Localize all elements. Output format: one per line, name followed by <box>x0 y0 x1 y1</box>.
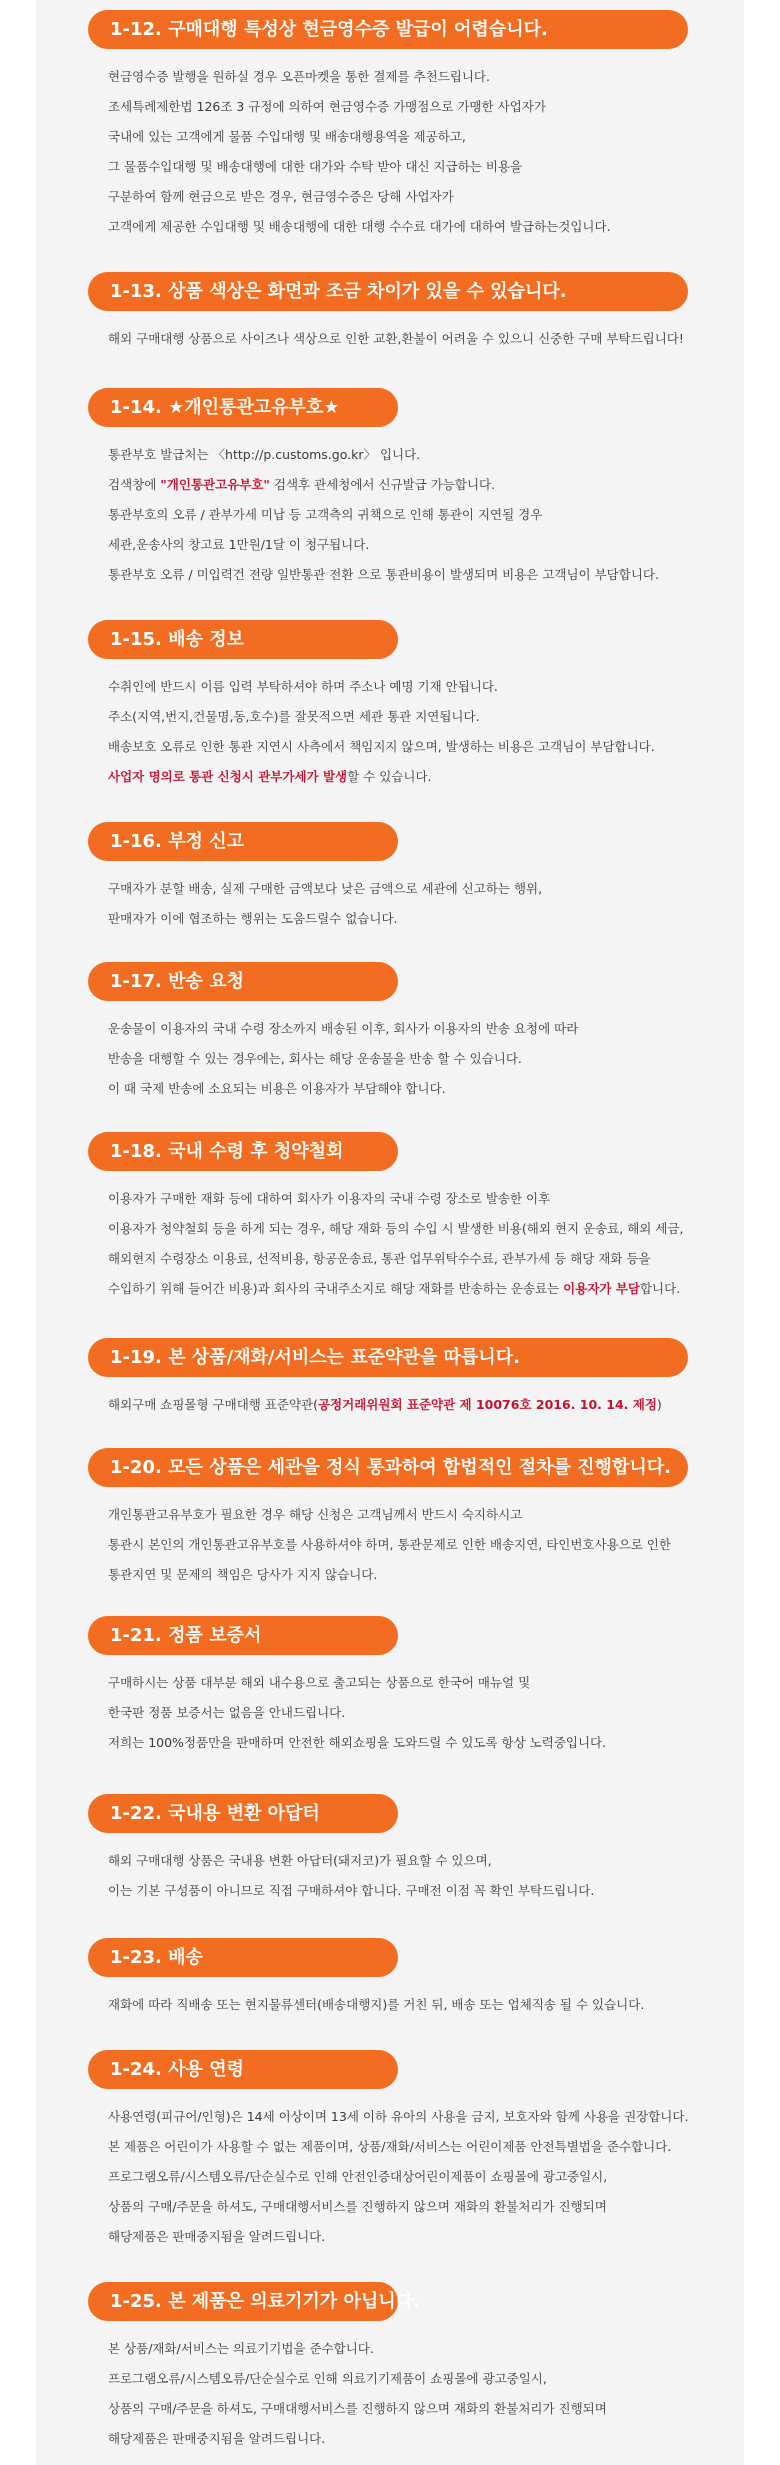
section-body <box>108 324 728 354</box>
section-body <box>108 1390 728 1420</box>
section-body <box>108 1668 728 1758</box>
body-line: 상품의 구매/주문을 하셔도, 구매대행서비스를 진행하지 않으며 재화의 환불처리가 진행되며 <box>108 2199 607 2214</box>
section-title-pill: 1-19. 본 상품/재화/서비스는 표준약관을 따릅니다. <box>88 1338 688 1377</box>
section-body <box>108 874 728 934</box>
body-line: 프로그램오류/시스템오류/단순실수로 인해 안전인증대상어린이제품이 쇼핑몰에 광고중일시, <box>108 2169 608 2184</box>
text-segment: 검색후 관세청에서 신규발급 가능합니다. <box>269 477 496 492</box>
body-line: 해당제품은 판매중지됨을 알려드립니다. <box>108 2229 326 2244</box>
section-title-pill: 1-25. 본 제품은 의료기기가 아닙니다. <box>88 2282 398 2321</box>
body-line: 재화에 따라 직배송 또는 현지물류센터(배송대행지)를 거친 뒤, 배송 또는 업체직송 될 수 있습니다. <box>108 1997 645 2012</box>
body-line: 통관부호의 오류 / 관부가세 미납 등 고객측의 귀책으로 인해 통관이 지연될 경우 <box>108 507 543 522</box>
section-body <box>108 62 728 242</box>
body-line: 저희는 100%정품만을 판매하며 안전한 해외쇼핑을 도와드릴 수 있도록 항상 노력중입니다. <box>108 1735 607 1750</box>
body-line-with-highlight <box>108 1390 728 1420</box>
body-line: 한국판 정품 보증서는 없음을 안내드립니다. <box>108 1705 346 1720</box>
body-line: 통관시 본인의 개인통관고유부호를 사용하셔야 하며, 통관문제로 인한 배송지연, 타인번호사용으로 인한 <box>108 1537 671 1552</box>
body-line: 개인통관고유부호가 필요한 경우 해당 신청은 고객님께서 반드시 숙지하시고 <box>108 1507 523 1522</box>
section-body <box>108 2334 728 2454</box>
body-line-with-highlight <box>108 1274 728 1304</box>
highlight-text: 사업자 명의로 통관 신청시 관부가세가 발생 <box>108 769 348 784</box>
body-line: 주소(지역,번지,건물명,동,호수)를 잘못적으면 세관 통관 지연됩니다. <box>108 709 480 724</box>
section-body <box>108 672 728 792</box>
body-line: 통관부호 오류 / 미입력건 전량 일반통관 전환 으로 통관비용이 발생되며 비용은 고객님이 부담합니다. <box>108 567 659 582</box>
body-line: 프로그램오류/시스템오류/단순실수로 인해 의료기기제품이 쇼핑몰에 광고중일시, <box>108 2371 547 2386</box>
text-segment: 검색창에 <box>108 477 161 492</box>
body-line: 국내에 있는 고객에게 물품 수입대행 및 배송대행용역을 제공하고, <box>108 129 466 144</box>
body-line: 현금영수증 발행을 원하실 경우 오픈마켓을 통한 결제를 추천드립니다. <box>108 69 490 84</box>
body-line: 통관부호 발급처는 〈http://p.customs.go.kr〉 입니다. <box>108 447 421 462</box>
body-line: 그 물품수입대행 및 배송대행에 대한 대가와 수탁 받아 대신 지급하는 비용을 <box>108 159 523 174</box>
body-line: 판매자가 이에 협조하는 행위는 도움드릴수 없습니다. <box>108 911 398 926</box>
body-line: 세관,운송사의 창고료 1만원/1달 이 청구됩니다. <box>108 537 370 552</box>
body-line: 본 제품은 어린이가 사용할 수 없는 제품이며, 상품/재화/서비스는 어린이제품 안전특별법을 준수합니다. <box>108 2139 672 2154</box>
section-title-pill: 1-20. 모든 상품은 세관을 정식 통과하여 합법적인 절차를 진행합니다. <box>88 1448 688 1487</box>
section-title-pill: 1-22. 국내용 변환 아답터 <box>88 1794 398 1833</box>
section-title-pill: 1-17. 반송 요청 <box>88 962 398 1001</box>
section-title-pill: 1-24. 사용 연령 <box>88 2050 398 2089</box>
body-line: 해외 구매대행 상품은 국내용 변환 아답터(돼지코)가 필요할 수 있으며, <box>108 1853 492 1868</box>
body-line: 해당제품은 판매중지됨을 알려드립니다. <box>108 2431 326 2446</box>
highlight-text: "개인통관고유부호" <box>160 477 270 492</box>
body-line: 이는 기본 구성품이 아니므로 직접 구매하셔야 합니다. 구매전 이점 꼭 확인 부탁드립니다. <box>108 1883 595 1898</box>
text-segment: 할 수 있습니다. <box>347 769 432 784</box>
body-line: 구매자가 분할 배송, 실제 구매한 금액보다 낮은 금액으로 세관에 신고하는 행위, <box>108 881 543 896</box>
text-segment: 수입하기 위해 들어간 비용)과 회사의 국내주소지로 해당 재화를 반송하는 운송료는 <box>108 1281 564 1296</box>
body-line: 배송보호 오류로 인한 통관 지연시 사측에서 책임지지 않으며, 발생하는 비용은 고객님이 부담합니다. <box>108 739 655 754</box>
notice-sheet <box>36 0 744 2465</box>
text-segment: 해외구매 쇼핑몰형 구매대행 표준약관( <box>108 1397 318 1412</box>
body-line: 사용연령(피규어/인형)은 14세 이상이며 13세 이하 유아의 사용을 금지, 보호자와 함께 사용을 권장합니다. <box>108 2109 689 2124</box>
body-line-with-highlight <box>108 762 728 792</box>
body-line: 이용자가 청약철회 등을 하게 되는 경우, 해당 재화 등의 수입 시 발생한 비용(해외 현지 운송료, 해외 세금, <box>108 1221 684 1236</box>
section-body <box>108 1500 728 1590</box>
section-title-pill: 1-23. 배송 <box>88 1938 398 1977</box>
text-segment: 합니다. <box>639 1281 681 1296</box>
body-line: 조세특례제한법 126조 3 규정에 의하여 현금영수증 가맹점으로 가맹한 사업자가 <box>108 99 546 114</box>
body-line: 해외 구매대행 상품으로 사이즈나 색상으로 인한 교환,환불이 어려울 수 있으니 신중한 구매 부탁드립니다! <box>108 331 684 346</box>
body-line: 본 상품/재화/서비스는 의료기기법을 준수합니다. <box>108 2341 374 2356</box>
body-line-with-highlight <box>108 470 728 500</box>
body-line: 해외현지 수령장소 이용료, 선적비용, 항공운송료, 통관 업무위탁수수료, 관부가세 등 해당 재화 등을 <box>108 1251 651 1266</box>
section-title-pill: 1-14. ★개인통관고유부호★ <box>88 388 398 427</box>
section-body <box>108 1990 728 2020</box>
body-line: 통관지연 및 문제의 책임은 당사가 지지 않습니다. <box>108 1567 378 1582</box>
section-title-pill: 1-16. 부정 신고 <box>88 822 398 861</box>
section-title-pill: 1-15. 배송 정보 <box>88 620 398 659</box>
section-body <box>108 1184 728 1304</box>
section-body <box>108 1014 728 1104</box>
body-line: 운송물이 이용자의 국내 수령 장소까지 배송된 이후, 회사가 이용자의 반송 요청에 따라 <box>108 1021 579 1036</box>
body-line: 구매하시는 상품 대부분 해외 내수용으로 출고되는 상품으로 한국어 매뉴얼 및 <box>108 1675 531 1690</box>
section-body <box>108 2102 728 2252</box>
section-title-pill: 1-21. 정품 보증서 <box>88 1616 398 1655</box>
section-title-pill: 1-13. 상품 색상은 화면과 조금 차이가 있을 수 있습니다. <box>88 272 688 311</box>
body-line: 고객에게 제공한 수입대행 및 배송대행에 대한 대행 수수료 대가에 대하여 발급하는것입니다. <box>108 219 611 234</box>
body-line: 이 때 국제 반송에 소요되는 비용은 이용자가 부담해야 합니다. <box>108 1081 446 1096</box>
body-line: 수취인에 반드시 이름 입력 부탁하셔야 하며 주소나 예명 기재 안됩니다. <box>108 679 498 694</box>
body-line: 이용자가 구매한 재화 등에 대하여 회사가 이용자의 국내 수령 장소로 발송한 이후 <box>108 1191 551 1206</box>
body-line: 구분하여 함께 현금으로 받은 경우, 현금영수증은 당해 사업자가 <box>108 189 454 204</box>
highlight-text: 이용자가 부담 <box>563 1281 640 1296</box>
body-line: 상품의 구매/주문을 하셔도, 구매대행서비스를 진행하지 않으며 재화의 환불처리가 진행되며 <box>108 2401 607 2416</box>
highlight-text: 공정거래위원회 표준약관 제 10076호 2016. 10. 14. 제정 <box>318 1397 657 1412</box>
section-title-pill: 1-18. 국내 수령 후 청약철회 <box>88 1132 398 1171</box>
section-body <box>108 1846 728 1906</box>
section-title-pill: 1-12. 구매대행 특성상 현금영수증 발급이 어렵습니다. <box>88 10 688 49</box>
section-body <box>108 440 728 590</box>
text-segment: ) <box>656 1397 662 1412</box>
body-line: 반송을 대행할 수 있는 경우에는, 회사는 해당 운송물을 반송 할 수 있습니다. <box>108 1051 522 1066</box>
